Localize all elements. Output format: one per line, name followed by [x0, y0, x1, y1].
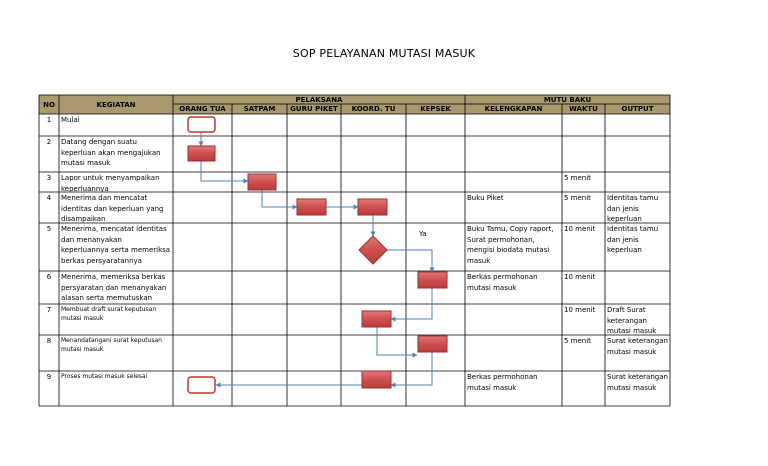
row-no: 9 — [46, 373, 52, 381]
process-box — [362, 311, 391, 327]
row-no: 5 — [46, 225, 52, 233]
row-waktu: 10 menit — [564, 306, 596, 314]
header-mutu-baku: MUTU BAKU — [465, 95, 670, 104]
row-no: 2 — [46, 138, 52, 146]
connector-arrow — [201, 161, 248, 181]
row-kelengkapan — [465, 172, 562, 192]
row-no: 7 — [46, 306, 52, 314]
row-kegiatan: Datang dengan suatu keperluan akan mengajukan mutasi masuk — [61, 138, 161, 167]
row-output: Identitas tamu dan jenis keperluan — [607, 194, 659, 223]
row-output — [605, 172, 670, 192]
header-koord-tu: KOORD. TU — [341, 104, 406, 114]
row-waktu: 5 menit — [564, 174, 591, 182]
row-kegiatan: Menerima dan mencatat identitas dan keperluan yang disampaikan — [61, 194, 164, 223]
process-box — [248, 174, 276, 190]
row-output — [605, 136, 670, 172]
row-waktu: 10 menit — [564, 225, 596, 233]
row-output — [605, 114, 670, 136]
header-orang-tua: ORANG TUA — [173, 104, 232, 114]
row-no: 1 — [46, 116, 52, 124]
start-terminator — [188, 117, 215, 132]
connector-arrow — [386, 250, 432, 272]
process-box — [418, 336, 447, 352]
header-waktu: WAKTU — [562, 104, 605, 114]
connector-arrow — [391, 352, 432, 385]
process-box — [188, 146, 215, 161]
header-pelaksana: PELAKSANA — [173, 95, 465, 104]
connector-arrow — [391, 288, 432, 319]
row-kelengkapan — [465, 114, 562, 136]
page-title: SOP PELAYANAN MUTASI MASUK — [292, 47, 476, 60]
row-waktu — [562, 114, 605, 136]
row-kelengkapan: Berkas permohonan mutasi masuk — [467, 373, 538, 392]
row-kelengkapan: Buku Tamu, Copy raport, Surat permohonan, mengisi biodata mutasi masuk — [467, 225, 554, 265]
row-output: Identitas tamu dan jenis keperluan — [607, 225, 659, 254]
process-box — [418, 272, 447, 288]
header-output: OUTPUT — [605, 104, 670, 114]
row-no: 3 — [46, 174, 52, 182]
header-no: NO — [39, 95, 59, 114]
row-no: 6 — [46, 273, 52, 281]
row-output: Surat keterangan mutasi masuk — [607, 373, 668, 392]
header-satpam: SATPAM — [232, 104, 287, 114]
row-kegiatan: Menerima, mencatat identitas dan menanyakan keperluannya serta memeriksa berkas persyaratannya — [61, 225, 171, 265]
row-output: Draft Surat keterangan mutasi masuk — [607, 306, 657, 335]
process-box — [362, 371, 391, 388]
header-kelengkapan: KELENGKAPAN — [465, 104, 562, 114]
row-output — [605, 271, 670, 304]
row-kegiatan: Menerima, memeriksa berkas persyaratan dan menanyakan alasan serta memutuskan — [61, 273, 167, 302]
row-waktu — [562, 136, 605, 172]
row-no: 4 — [46, 194, 52, 202]
process-box — [297, 199, 326, 215]
row-kegiatan: Lapor untuk menyampaikan keperluannya — [61, 174, 160, 192]
connector-arrow — [377, 326, 417, 355]
header-kepsek: KEPSEK — [406, 104, 465, 114]
end-terminator — [188, 377, 215, 393]
row-waktu: 10 menit — [564, 273, 596, 281]
row-kelengkapan — [465, 304, 562, 335]
row-waktu: 5 menit — [564, 194, 591, 202]
row-kelengkapan — [465, 335, 562, 371]
row-waktu: 5 menit — [564, 337, 591, 345]
row-kelengkapan — [465, 136, 562, 172]
row-waktu — [562, 371, 605, 406]
row-kelengkapan: Berkas permohonan mutasi masuk — [467, 273, 538, 292]
row-kegiatan: Mulai — [61, 116, 80, 124]
row-kegiatan: Menandatangani surat keputusan mutasi masuk — [61, 337, 162, 353]
row-kelengkapan: Buku Piket — [467, 194, 504, 202]
row-output: Surat keterangan mutasi masuk — [607, 337, 668, 356]
decision-diamond — [359, 236, 387, 264]
header-kegiatan: KEGIATAN — [59, 95, 173, 114]
decision-label: Ya — [419, 230, 427, 238]
row-no: 8 — [46, 337, 52, 345]
row-kegiatan: Proses mutasi masuk selesai — [61, 373, 148, 380]
header-guru-piket: GURU PIKET — [287, 104, 341, 114]
connector-arrow — [262, 190, 297, 207]
process-box — [358, 199, 387, 215]
row-kegiatan: Membuat draft surat keputusan mutasi masuk — [61, 306, 157, 322]
